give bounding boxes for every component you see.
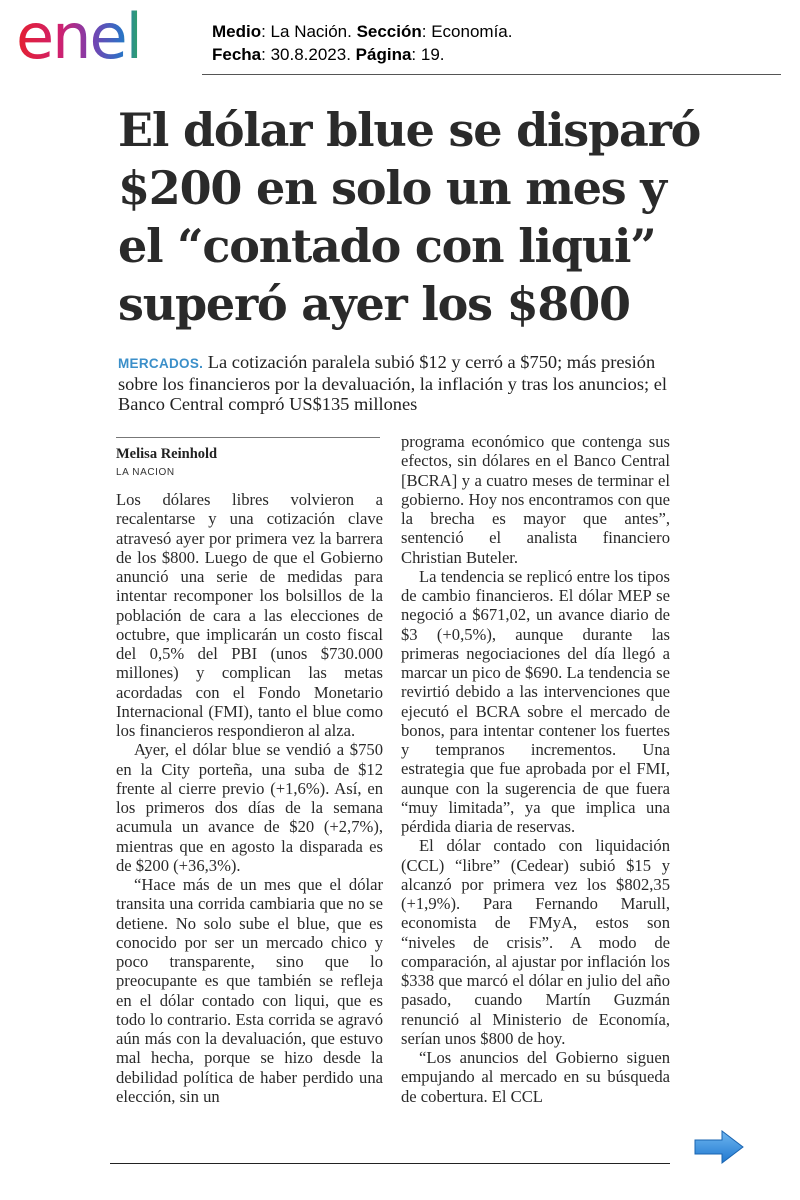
- seccion-value: : Economía.: [421, 22, 513, 41]
- fecha-value: : 30.8.2023.: [261, 45, 356, 64]
- medio-value: : La Nación.: [261, 22, 357, 41]
- meta-line-2: [212, 43, 512, 66]
- article-column-left: [116, 490, 383, 1106]
- seccion-label: Sección: [356, 22, 422, 41]
- page-header: [0, 0, 800, 78]
- article-column-right: [401, 432, 670, 1106]
- deck-text: La cotización paralela subió $12 y cerró a $750; más presión sobre los financieros por la devaluación, la inflación y tras los anuncios; el Banco Central compró US$135 millones: [118, 352, 667, 414]
- paragraph: El dólar contado con liquidación (CCL) “libre” (Cedear) subió $15 y alcanzó por primera vez los $802,35 (+1,9%). Para Fernando Marull, economista de FMyA, estos son “niveles de crisis”. A modo de comparación, al ajustar por inflación los $338 que marcó el dólar en julio del año pasado, cuando Martín Guzmán renunció al Ministerio de Economía, serían unos $800 de hoy.: [401, 836, 670, 1048]
- deck-kicker: MERCADOS.: [118, 356, 204, 371]
- header-divider: [202, 74, 781, 75]
- footer-divider: [110, 1163, 670, 1164]
- fecha-label: Fecha: [212, 45, 262, 64]
- paragraph: “Los anuncios del Gobierno siguen empujando al mercado en su búsqueda de cobertura. El CCL: [401, 1048, 670, 1106]
- source-meta: [212, 20, 512, 66]
- article-headline: El dólar blue se disparó $200 en solo un mes y el “contado con liqui” superó ayer los $800: [118, 103, 701, 331]
- logo-text: enel: [16, 4, 141, 70]
- medio-label: Medio: [212, 22, 262, 41]
- byline-divider: [116, 437, 380, 438]
- paragraph: La tendencia se replicó entre los tipos de cambio financieros. El dólar MEP se negoció a $671,02, un avance diario de $3 (+0,5%), aunque durante las primeras negociaciones del día llegó a marcar un pico de $690. La tendencia se revirtió debido a las intervenciones que ejecutó el BCRA sobre el mercado de bonos, para intentar contener los fuertes y tempranos incrementos. Una estrategia que fue aprobada por el FMI, aunque con la sugerencia de que fuera “muy limitada”, ya que implica una pérdida diaria de reservas.: [401, 566, 670, 836]
- author-name: Melisa Reinhold: [116, 446, 218, 462]
- right-arrow-icon[interactable]: [692, 1128, 746, 1166]
- paragraph: Los dólares libres volvieron a recalentarse y una cotización clave atravesó ayer por primera vez la barrera de los $800. Luego de que el Gobierno anunció una serie de medidas para intentar recomponer los bolsillos de la población de cara a las elecciones de octubre, que implicarán un costo fiscal del 0,5% del PBI (unos $730.000 millones) y complican las metas acordadas con el Fondo Monetario Internacional (FMI), tanto el blue como los financieros respondieron al alza.: [116, 490, 383, 740]
- paragraph: programa económico que contenga sus efectos, sin dólares en el Banco Central [BCRA] y a cuatro meses de terminar el gobierno. Hoy nos encontramos con que la brecha es mayor que antes”, sentenció el analista financiero Christian Buteler.: [401, 432, 670, 567]
- paragraph: “Hace más de un mes que el dólar transita una corrida cambiaria que no se detiene. No solo sube el blue, que es conocido por ser un mercado chico y poco transparente, sino que lo preocupante es que también se refleja en el dólar contado con liqui, que es todo lo contrario. Esta corrida se agravó aún más con la devaluación, que estuvo mal hecha, porque se hizo desde la debilidad política de haber perdido una elección, sin un: [116, 875, 383, 1106]
- paragraph: Ayer, el dólar blue se vendió a $750 en la City porteña, una suba de $12 frente al cierre previo (+1,6%). Así, en los primeros dos días de la semana acumula un avance de $20 (+2,7%), mientras que en agosto la disparada es de $200 (+36,3%).: [116, 740, 383, 875]
- enel-logo: [16, 4, 186, 70]
- meta-line-1: [212, 20, 512, 43]
- pagina-label: Página: [355, 45, 412, 64]
- pagina-value: : 19.: [411, 45, 445, 64]
- outlet-name: LA NACION: [116, 467, 175, 478]
- article-deck: [118, 352, 678, 414]
